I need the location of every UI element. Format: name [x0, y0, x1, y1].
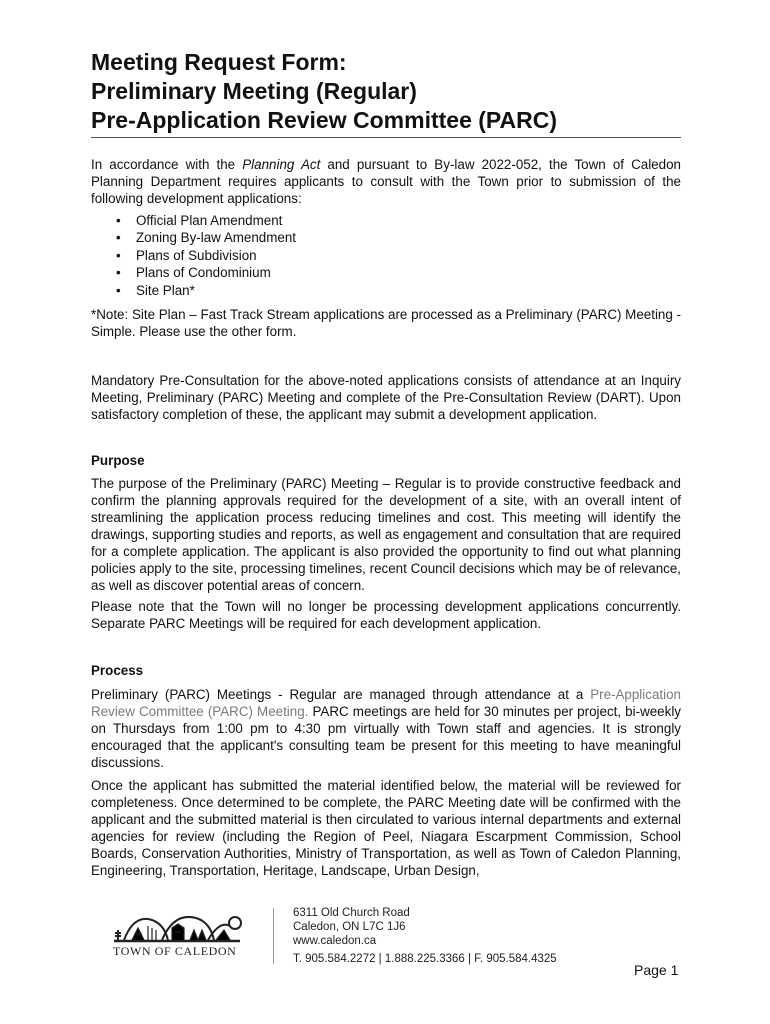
title-line-2: Preliminary Meeting (Regular) [91, 78, 417, 104]
process-text-end: PARC meetings are held for 30 minutes per project, bi-weekly on Thursdays from 1:00 pm to 4:30 pm virtually with Town staff and agencies. It is strongly encouraged that the applicant's consulting team be present for this meeting to have meaningful discussions. [91, 704, 681, 770]
footer-divider [273, 908, 274, 964]
title-line-1: Meeting Request Form: [91, 49, 347, 75]
intro-paragraph [91, 156, 681, 207]
list-item: • Plans of Condominium [91, 264, 296, 281]
list-item: • Plans of Subdivision [91, 247, 296, 264]
process-text-start: Preliminary (PARC) Meetings - Regular are managed through attendance at a [91, 687, 591, 702]
note-paragraph: *Note: Site Plan – Fast Track Stream applications are processed as a Preliminary (PARC) Meeting - Simple. Please use the other form. [91, 307, 681, 339]
page-number: Page 1 [634, 962, 679, 978]
parc-meeting-link[interactable]: Pre-Application Review Committee (PARC) Meeting. [91, 687, 681, 719]
process-paragraph-1 [91, 686, 681, 771]
process-paragraph-2: Once the applicant has submitted the material identified below, the material will be reviewed for completeness. Once determined to be complete, the PARC Meeting date will be confirmed with the applicant and the submitted material is then circulated to various internal departments and external agencies for review (including the Region of Peel, Niagara Escarpment Commission, School Boards, Conservation Authorities, Ministry of Transportation, as well as Town of Caledon Planning, Engineering, Transportation, Heritage, Landscape, Urban Design, [91, 778, 681, 878]
mandatory-paragraph: Mandatory Pre-Consultation for the above-noted applications consists of attendance at an Inquiry Meeting, Preliminary (PARC) Meeting and complete of the Pre-Consultation Review (DART). Upon satisfactory completion of these, the applicant may submit a development application. [91, 373, 681, 422]
page-title [91, 48, 681, 138]
intro-text-end: and pursuant to By-law 2022-052, the Town of Caledon Planning Department requires applicants to consult with the Town prior to submission of the following development applications: [91, 157, 681, 206]
application-list [91, 212, 296, 299]
contact-numbers: T. 905.584.2272 | 1.888.225.3366 | F. 905.584.4325 [293, 953, 557, 965]
list-item: • Official Plan Amendment [91, 212, 296, 229]
list-item: • Zoning By-law Amendment [91, 229, 296, 246]
title-line-3: Pre-Application Review Committee (PARC) [91, 107, 558, 133]
address-line-2: Caledon, ON L7C 1J6 [293, 921, 406, 933]
purpose-paragraph-2: Please note that the Town will no longer be processing development applications concurrently. Separate PARC Meetings will be required for each development application. [91, 599, 681, 631]
purpose-heading: Purpose [91, 453, 145, 468]
address-line-1: 6311 Old Church Road [293, 907, 410, 919]
purpose-paragraph-1: The purpose of the Preliminary (PARC) Meeting – Regular is to provide constructive feedback and confirm the planning approvals required for the development of a site, with an overall intent of streamlining the application process reducing timelines and cost. This meeting will identify the drawings, supporting studies and reports, as well as engagement and consultation that are required for a complete application. The applicant is also provided the opportunity to find out what planning policies apply to the site, processing timelines, recent Council decisions which may be of relevance, as well as discover potential areas of concern. [91, 476, 681, 593]
logo-wordmark: TOWN OF CALEDON [113, 944, 237, 958]
intro-text-start: In accordance with the [91, 157, 243, 172]
website-link[interactable]: www.caledon.ca [293, 935, 377, 947]
planning-act-italic: Planning Act [242, 157, 321, 172]
list-item: • Site Plan* [91, 282, 296, 299]
process-heading: Process [91, 663, 144, 678]
